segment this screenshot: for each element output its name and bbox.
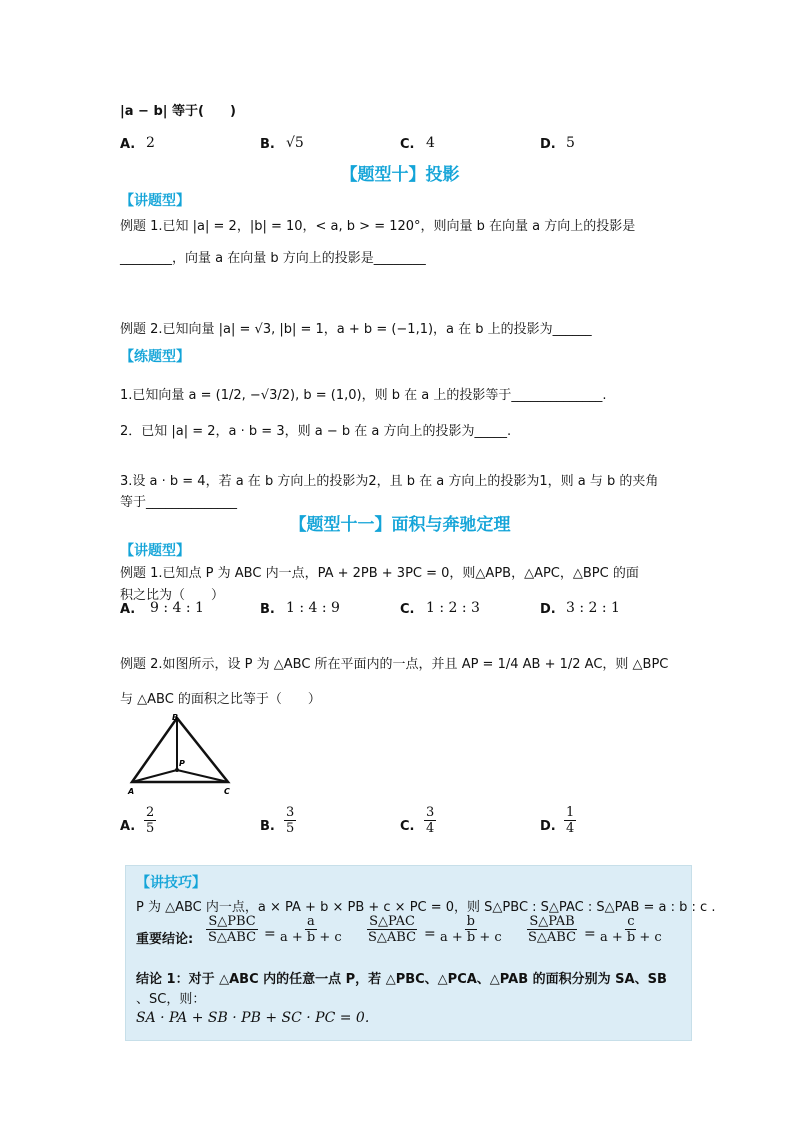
practice-1: 1.已知向量 a = (1/2, −√3/2), b = (1,0)，则 b 在 a 上的投影等于______________. [120,388,607,403]
denominator: 4 [426,821,435,836]
option-fraction [564,805,576,836]
ratio-lhs [366,914,418,945]
example-1-line-1: 例题 1.已知点 P 为 ABC 内一点，PA + 2PB + 3PC = 0，则△APB，△APC，△BPC 的面 [120,566,639,581]
option-label: D. [540,602,556,617]
option-fraction [144,805,156,836]
label-c: C [224,787,230,796]
label-a: A [128,787,135,796]
denominator: 4 [566,821,575,836]
equals-sign: = [584,926,596,942]
option-label: C. [400,137,415,152]
conclusion-formula: SA · PA + SB · PB + SC · PC = 0. [136,1010,370,1026]
practice-3-line-1: 3.设 a · b = 4，若 a 在 b 方向上的投影为2，且 b 在 a 方向上的投影为1，则 a 与 b 的夹角 [120,474,659,489]
label-b: B [172,713,179,722]
numerator: 3 [426,805,435,820]
practice-3-line-2: 等于______________ [120,495,238,510]
option-label: C. [400,819,415,834]
numerator: 2 [146,805,155,820]
question-stem: |a − b| 等于( ) [120,104,236,119]
important-conclusion-label: 重要结论: [136,932,194,947]
option-fraction [284,805,296,836]
denominator: S△ABC [208,930,257,945]
denominator: 5 [146,821,155,836]
numerator: b [466,914,475,929]
option-value: 9 : 4 : 1 [150,600,204,616]
option-label: D. [540,819,556,834]
option-fraction [424,805,436,836]
equals-sign: = [264,926,276,942]
example-2: 例题 2.已知向量 |a| = √3, |b| = 1，a + b = (−1,1)，a 在 b 上的投影为______ [120,322,592,337]
denominator: a + b + c [280,930,342,945]
option-label: B. [260,819,275,834]
point-p [175,768,179,772]
numerator: 3 [286,805,295,820]
option-value: 5 [566,135,575,151]
lecture-heading: 【讲题型】 [120,193,190,209]
ratio-rhs [438,914,504,945]
option-value: √5 [286,135,304,151]
option-value: 1 : 2 : 3 [426,600,480,616]
option-label: C. [400,602,415,617]
equals-sign: = [424,926,436,942]
conclusion-line-2: 、SC，则： [136,992,206,1007]
triangle-abc [132,718,228,782]
ratio-lhs [206,914,258,945]
tips-box [125,865,716,1041]
option-label: A. [120,137,136,152]
ratio-rhs [278,914,344,945]
practice-2: 2．已知 |a| = 2，a · b = 3，则 a − b 在 a 方向上的投影为_____. [120,424,512,439]
option-value: 1 : 4 : 9 [286,600,340,616]
ratio-rhs [598,914,664,945]
example-1-line-1: 例题 1.已知 |a| = 2，|b| = 10，< a, b > = 120°，则向量 b 在向量 a 方向上的投影是 [120,219,636,234]
triangle-figure [120,710,240,800]
numerator: a [306,914,315,929]
option-label: B. [260,137,275,152]
example-2-line-1: 例题 2.如图所示，设 P 为 △ABC 所在平面内的一点，并且 AP = 1/4 AB + 1/2 AC，则 △BPC [120,657,669,672]
numerator: S△PAC [369,914,415,929]
numerator: c [627,914,635,929]
example-1-line-2: 积之比为（ ） [120,588,225,603]
denominator: 5 [286,821,295,836]
practice-heading: 【练题型】 [120,349,190,365]
option-value: 3 : 2 : 1 [566,600,620,616]
lecture-heading: 【讲题型】 [120,543,190,559]
numerator: S△PAB [529,914,575,929]
numerator: 1 [566,805,575,820]
numerator: S△PBC [208,914,256,929]
denominator: S△ABC [528,930,577,945]
section-title-10: 【题型十】投影 [340,165,460,185]
example-1-line-2: ________，向量 a 在向量 b 方向上的投影是________ [120,251,426,266]
option-label: A. [120,602,136,617]
section-title-11: 【题型十一】面积与奔驰定理 [289,515,511,535]
example-2-line-2: 与 △ABC 的面积之比等于（ ） [120,692,321,707]
option-label: B. [260,602,275,617]
example-2-options [120,805,680,845]
option-label: D. [540,137,556,152]
tips-heading: 【讲技巧】 [136,875,206,891]
option-value: 4 [426,135,435,151]
option-label: A. [120,819,136,834]
ratio-lhs [526,914,578,945]
denominator: a + b + c [600,930,662,945]
option-value: 2 [146,135,155,151]
denominator: S△ABC [368,930,417,945]
tips-line-1: P 为 △ABC 内一点，a × PA + b × PB + c × PC = 0，则 S△PBC : S△PAC : S△PAB = a : b : c . [136,900,716,915]
conclusion-line-1: 结论 1：对于 △ABC 内的任意一点 P，若 △PBC、△PCA、△PAB 的面积分别为 SA、SB [136,972,667,987]
label-p: P [179,759,185,768]
denominator: a + b + c [440,930,502,945]
